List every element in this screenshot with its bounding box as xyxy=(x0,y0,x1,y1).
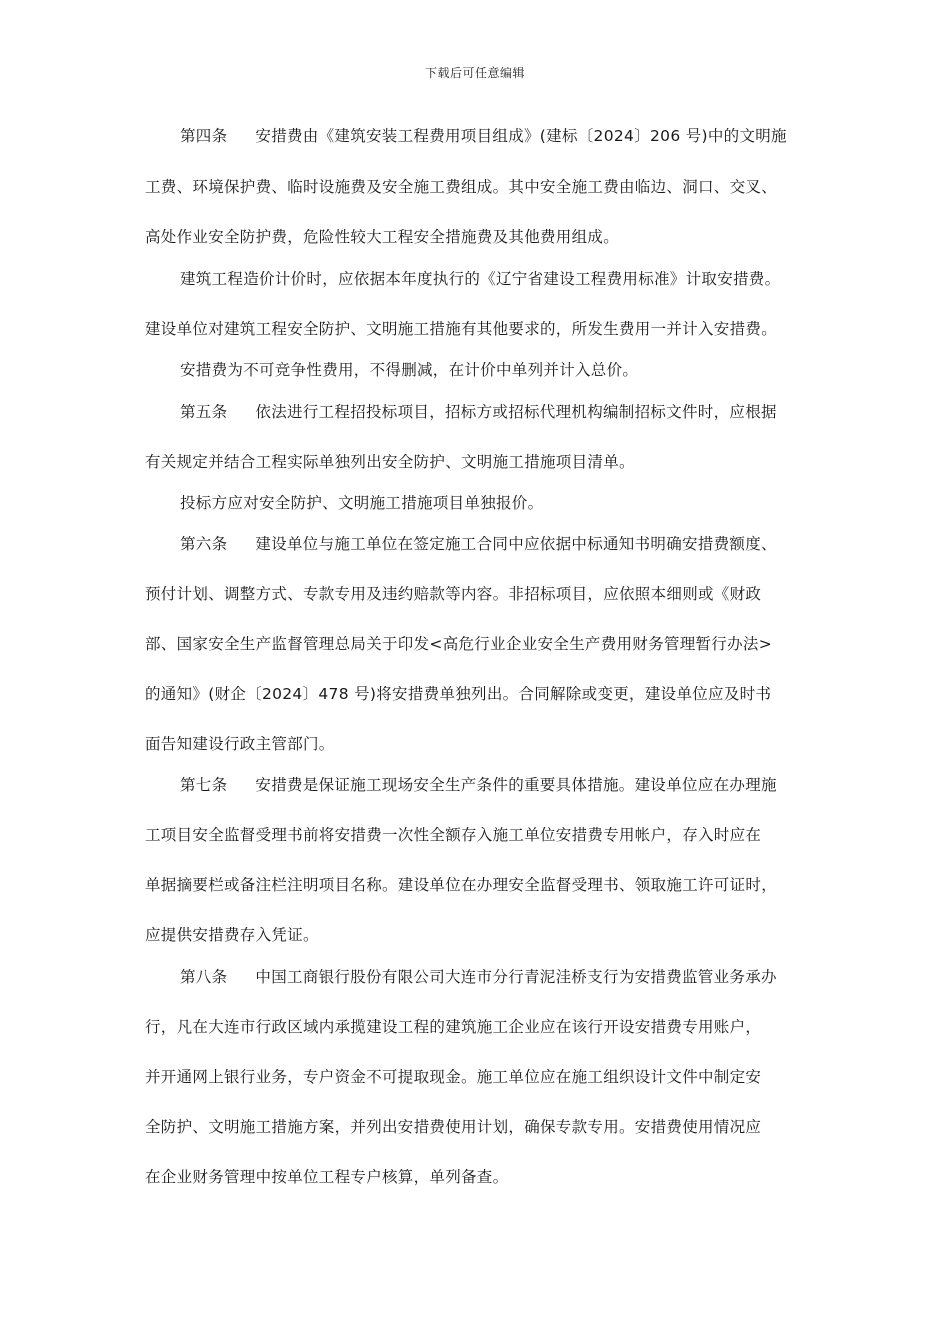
line-text: 中国工商银行股份有限公司大连市分行青泥洼桥支行为安措费监管业务承办 xyxy=(255,968,777,986)
line-text: 安措费由《建筑安装工程费用项目组成》(建标〔2024〕206 号)中的文明施 xyxy=(255,127,787,145)
line-text: 依法进行工程招投标项目，招标方或招标代理机构编制招标文件时，应根据 xyxy=(255,403,777,421)
paragraph-line: 高处作业安全防护费，危险性较大工程安全措施费及其他费用组成。 xyxy=(145,228,620,246)
paragraph-line: 预付计划、调整方式、专款专用及违约赔款等内容。非招标项目，应依照本细则或《财政 xyxy=(145,585,762,603)
paragraph-line: 行，凡在大连市行政区域内承揽建设工程的建筑施工企业应在该行开设安措费专用账户， xyxy=(145,1018,762,1036)
line-text: 安措费是保证施工现场安全生产条件的重要具体措施。建设单位应在办理施 xyxy=(255,776,777,794)
paragraph-line: 建设单位对建筑工程安全防护、文明施工措施有其他要求的，所发生费用一并计入安措费。 xyxy=(145,320,778,338)
paragraph-line: 工费、环境保护费、临时设施费及安全施工费组成。其中安全施工费由临边、洞口、交叉、 xyxy=(145,178,778,196)
article-number: 第五条 xyxy=(180,403,228,421)
article-number: 第七条 xyxy=(180,776,228,794)
paragraph-line xyxy=(180,401,777,423)
paragraph-line: 全防护、文明施工措施方案，并列出安措费使用计划，确保专款专用。安措费使用情况应 xyxy=(145,1118,762,1136)
paragraph-line xyxy=(180,533,777,555)
paragraph-line: 部、国家安全生产监督管理总局关于印发<高危行业企业安全生产费用财务管理暂行办法> xyxy=(145,635,772,653)
paragraph-line: 面告知建设行政主管部门。 xyxy=(145,735,335,753)
paragraph-line: 在企业财务管理中按单位工程专户核算，单列备查。 xyxy=(145,1168,509,1186)
article-number: 第六条 xyxy=(180,535,228,553)
paragraph-line xyxy=(180,125,787,147)
line-text: 建设单位与施工单位在签定施工合同中应依据中标通知书明确安措费额度、 xyxy=(255,535,777,553)
article-number: 第八条 xyxy=(180,968,228,986)
paragraph-line: 工项目安全监督受理书前将安措费一次性全额存入施工单位安措费专用帐户，存入时应在 xyxy=(145,826,762,844)
paragraph-line xyxy=(180,966,777,988)
paragraph-line: 并开通网上银行业务，专户资金不可提取现金。施工单位应在施工组织设计文件中制定安 xyxy=(145,1068,762,1086)
paragraph-line: 单据摘要栏或备注栏注明项目名称。建设单位在办理安全监督受理书、领取施工许可证时， xyxy=(145,876,778,894)
page-header: 下载后可任意编辑 xyxy=(424,66,525,80)
paragraph-line: 的通知》(财企〔2024〕478 号)将安措费单独列出。合同解除或变更，建设单位应及时书 xyxy=(145,685,772,703)
article-number: 第四条 xyxy=(180,127,228,145)
paragraph-line: 安措费为不可竞争性费用，不得删减，在计价中单列并计入总价。 xyxy=(180,361,639,379)
paragraph-line: 建筑工程造价计价时，应依据本年度执行的《辽宁省建设工程费用标准》计取安措费。 xyxy=(180,270,781,288)
paragraph-line: 有关规定并结合工程实际单独列出安全防护、文明施工措施项目清单。 xyxy=(145,453,635,471)
paragraph-line: 投标方应对安全防护、文明施工措施项目单独报价。 xyxy=(180,494,544,512)
paragraph-line xyxy=(180,774,777,796)
paragraph-line: 应提供安措费存入凭证。 xyxy=(145,926,319,944)
